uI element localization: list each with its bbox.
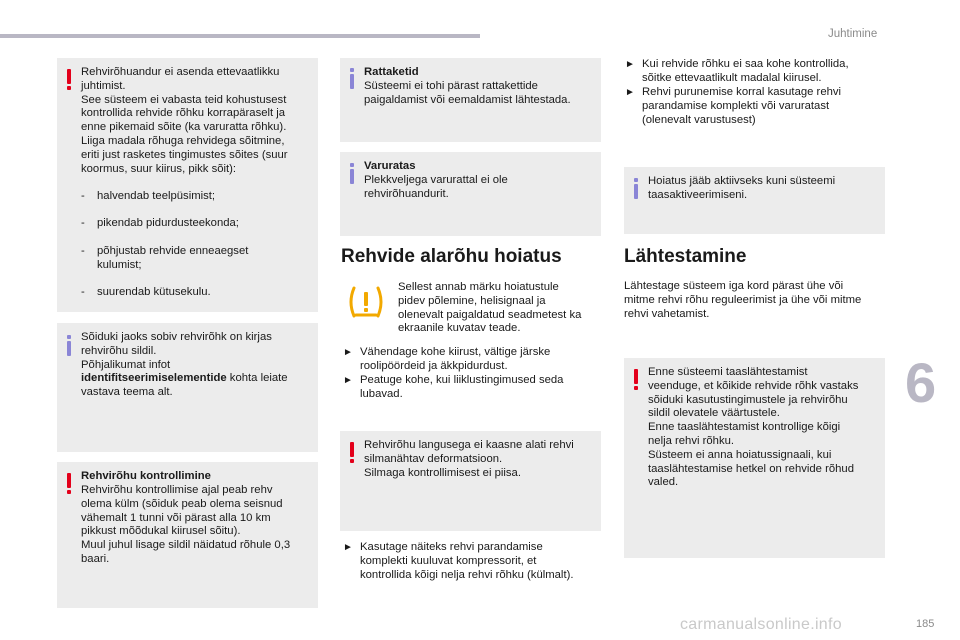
warning-box-sensor <box>57 58 318 312</box>
warning-title: Rehvirõhu kontrollimine <box>81 470 211 482</box>
list-item: ► Vähendage kohe kiirust, vältige järske roolipöördeid ja äkkpidurdust. <box>343 346 551 372</box>
info-box-pressure-label <box>57 323 318 452</box>
page-number: 185 <box>916 618 935 630</box>
section-title: Juhtimine <box>828 28 878 40</box>
warning-text: Enne süsteemi taaslähtestamist veenduge, et kõikide rehvide rõhk vastaks sõiduki kasutustingimustele ja rehvirõhu sildil olevatele väärtustele. Enne taaslähtestamist kontrollige kõigi nelja rehvi rõhku. Süsteem ei anna hoiatussignaali, kui taaslähtestamise hetkel on rehvide rõhud valed. <box>648 366 859 489</box>
list-item: - põhjustab rehvide enneaegset kulumist; <box>81 244 249 271</box>
info-bold-term: identifitseerimiselementide <box>81 372 227 385</box>
warning-list <box>81 176 316 314</box>
info-text: Plekkveljega varurattal ei ole rehvirõhuandurit. <box>364 174 508 200</box>
warning-box-reset <box>624 358 885 558</box>
warning-icon <box>634 369 638 390</box>
info-title: Varuratas <box>364 160 416 172</box>
warning-box-pressure-check <box>57 462 318 608</box>
info-box-spare-wheel <box>340 152 601 236</box>
header-bar <box>0 34 480 38</box>
list-item: - suurendab kütusekulu. <box>81 286 211 299</box>
tyre-warning-icon <box>346 285 386 319</box>
list-item: - halvendab teelpüsimist; <box>81 189 216 202</box>
list-item: ► Peatuge kohe, kui liiklustingimused seda lubavad. <box>343 374 564 400</box>
bullet-icon: ► <box>625 59 635 70</box>
info-box-active-warning <box>624 167 885 234</box>
info-text: Sõiduki jaoks sobiv rehvirõhk on kirjas rehvirõhu sildil. Põhjalikumat infot identifitseerimiselementide kohta leiate vastava teema alt. <box>81 331 288 399</box>
info-icon <box>350 68 354 89</box>
list-item: ► Rehvi purunemise korral kasutage rehvi parandamise komplekti või varuratast (olenevalt varustusest) <box>625 86 842 126</box>
heading-underinflation: Rehvide alarõhu hoiatus <box>341 246 562 267</box>
reset-paragraph: Lähtestage süsteem iga kord pärast ühe või mitme rehvi rõhu reguleerimist ja ühe või mitme rehvi vahetamist. <box>624 280 862 320</box>
info-text: Süsteemi ei tohi pärast rattakettide paigaldamist või eemaldamist lähtestada. <box>364 80 571 106</box>
heading-reset: Lähtestamine <box>624 246 747 267</box>
warning-text: Rehvirõhu langusega ei kaasne alati rehvi silmanähtav deformatsioon. Silmaga kontrollimisest ei piisa. <box>364 439 574 479</box>
warning-icon <box>350 442 354 463</box>
info-icon <box>67 335 71 356</box>
chapter-number: 6 <box>905 351 937 414</box>
underinflation-description: Sellest annab märku hoiatustule pidev põlemine, helisignaal ja olenevalt paigaldatud seadmetest ka ekraanile kuvatav teade. <box>398 281 582 335</box>
warning-text: Rehvirõhuandur ei asenda ettevaatlikku juhtimist. See süsteem ei vabasta teid kohustusest kontrollida rehvide rõhku korrapäraselt ja enne pikemaid sõite (ka varuratta rõhku). Liiga madala rõhuga rehvidega sõitmine, eriti just rasketes tingimustes sõites (suur koormus, suur kiirus, pikk sõit): <box>81 66 288 175</box>
list-item: ► Kui rehvide rõhku ei saa kohe kontrollida, sõitke ettevaatlikult madalal kiirusel. <box>625 58 849 84</box>
bullet-icon: ► <box>343 347 353 358</box>
list-item: - pikendab pidurdusteekonda; <box>81 217 239 230</box>
watermark: carmanualsonline.info <box>680 616 842 633</box>
info-title: Rattaketid <box>364 66 419 78</box>
info-text: Hoiatus jääb aktiivseks kuni süsteemi taasaktiveerimiseni. <box>648 175 836 201</box>
info-icon <box>634 178 638 199</box>
bullet-icon: ► <box>625 87 635 98</box>
info-box-snow-chains <box>340 58 601 142</box>
warning-box-deformation <box>340 431 601 531</box>
bullet-icon: ► <box>343 542 353 553</box>
warning-icon <box>67 473 71 494</box>
warning-icon <box>67 69 71 90</box>
list-item: ► Kasutage näiteks rehvi parandamise komplekti kuuluvat kompressorit, et kontrollida kõigi nelja rehvi rõhku (külmalt). <box>343 541 574 581</box>
info-icon <box>350 163 354 184</box>
bullet-icon: ► <box>343 375 353 386</box>
warning-text: Rehvirõhu kontrollimise ajal peab rehv olema külm (sõiduk peab olema seisnud vähemalt 1 tunni või pärast alla 10 km pikkust mõõdukal kiirusel sõitu). Muul juhul lisage sildil näidatud rõhule 0,3 baari. <box>81 484 291 565</box>
